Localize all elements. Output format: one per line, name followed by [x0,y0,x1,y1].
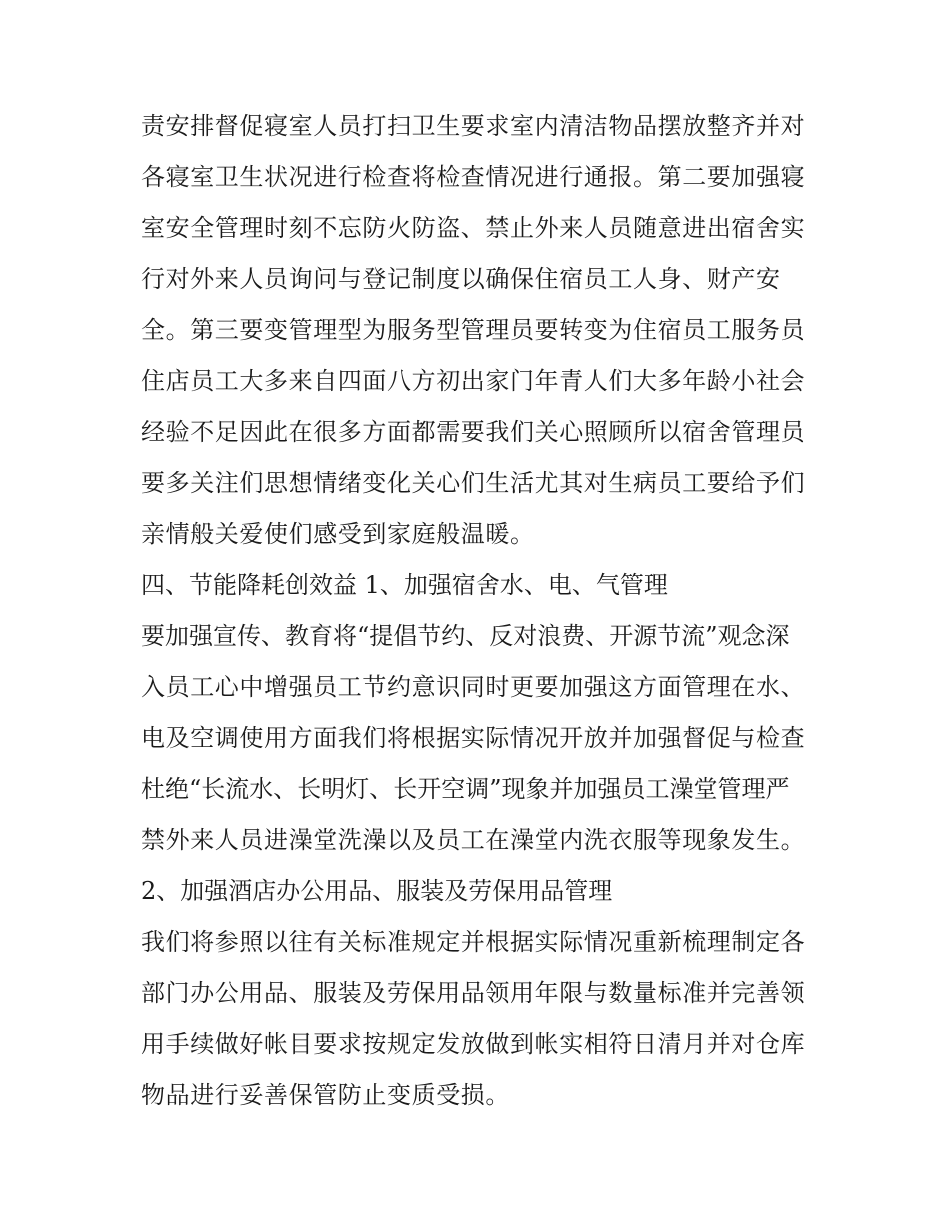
text-line-11: 要加强宣传、教育将“提倡节约、反对浪费、开源节流”观念深 [141,622,790,650]
text-line-7: 经验不足因此在很多方面都需要我们关心照顾所以宿舍管理员 [141,418,806,446]
text-line-18: 部门办公用品、服装及劳保用品领用年限与数量标准并完善领 [141,979,806,1007]
text-line-6: 住店员工大多来自四面八方初出家门年青人们大多年龄小社会 [141,367,806,395]
text-line-4: 行对外来人员询问与登记制度以确保住宿员工人身、财产安 [141,265,781,293]
text-line-1: 责安排督促寝室人员打扫卫生要求室内清洁物品摆放整齐并对 [141,112,806,140]
text-line-17: 我们将参照以往有关标准规定并根据实际情况重新梳理制定各 [141,928,806,956]
document-body [141,108,821,1128]
text-line-9: 亲情般关爱使们感受到家庭般温暖。 [141,520,535,548]
text-line-3: 室安全管理时刻不忘防火防盗、禁止外来人员随意进出宿舍实 [141,214,806,242]
text-line-15: 禁外来人员进澡堂洗澡以及员工在澡堂内洗衣服等现象发生。 [141,826,806,854]
text-line-20: 物品进行妥善保管防止变质受损。 [141,1081,510,1109]
subsection-heading-office-supplies: 2、加强酒店办公用品、服装及劳保用品管理 [141,877,613,905]
text-line-19: 用手续做好帐目要求按规定发放做到帐实相符日清月并对仓库 [141,1030,806,1058]
section-heading-energy-saving: 四、节能降耗创效益 1、加强宿舍水、电、气管理 [141,571,668,599]
text-line-13: 电及空调使用方面我们将根据实际情况开放并加强督促与检查 [141,724,806,752]
text-line-5: 全。第三要变管理型为服务型管理员要转变为住宿员工服务员 [141,316,806,344]
text-line-2: 各寝室卫生状况进行检查将检查情况进行通报。第二要加强寝 [141,163,806,191]
text-line-8: 要多关注们思想情绪变化关心们生活尤其对生病员工要给予们 [141,469,806,497]
text-line-12: 入员工心中增强员工节约意识同时更要加强这方面管理在水、 [141,673,806,701]
text-line-14: 杜绝“长流水、长明灯、长开空调”现象并加强员工澡堂管理严 [141,775,790,803]
